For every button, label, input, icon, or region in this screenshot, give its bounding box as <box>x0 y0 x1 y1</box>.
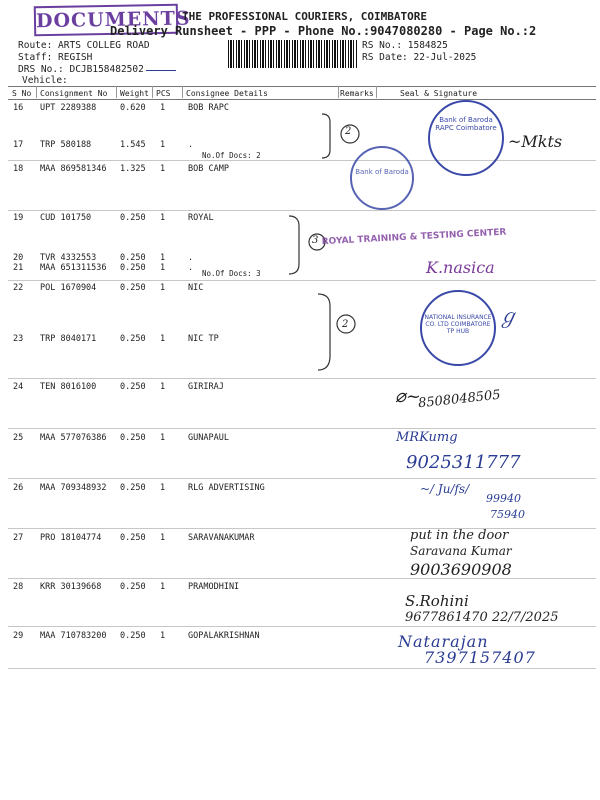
rs-date: RS Date: 22-Jul-2025 <box>362 52 477 63</box>
row-wt: 0.250 <box>120 334 146 344</box>
col-sep <box>116 86 117 98</box>
row-docs-count: No.Of Docs: 3 <box>202 269 261 278</box>
row-cn: PRO 18104774 <box>40 533 102 543</box>
row-wt: 0.250 <box>120 433 146 443</box>
row-docs-count: No.Of Docs: 2 <box>202 151 261 160</box>
row-pcs: 1 <box>160 433 166 443</box>
row-sno: 20 <box>13 253 24 263</box>
row-cn: MAA 710783200 <box>40 631 107 641</box>
row-pcs: 1 <box>160 164 166 174</box>
row-cn: TRP 580188 <box>40 140 92 150</box>
pramodhini-name: S.Rohini <box>405 592 469 610</box>
row-sno: 18 <box>13 164 24 174</box>
staff: Staff: REGISH <box>18 52 93 63</box>
remarks-count-1: 2 <box>345 126 352 137</box>
row-cn: MAA 869581346 <box>40 164 107 174</box>
row-wt: 0.250 <box>120 253 146 263</box>
row-name: RLG ADVERTISING <box>188 483 265 493</box>
nic-seal: NATIONAL INSURANCE CO. LTD COIMBATORE TP HUB <box>420 290 496 366</box>
col-remarks: Remarks <box>340 89 374 98</box>
row-name: PRAMODHINI <box>188 582 240 592</box>
row-sno: 24 <box>13 382 24 392</box>
col-sep <box>182 86 183 98</box>
row-cn: CUD 101750 <box>40 213 92 223</box>
giriraj-phone: 8508048505 <box>417 387 502 412</box>
col-consignee: Consignee Details <box>186 89 268 98</box>
col-seal: Seal & Signature <box>400 89 478 98</box>
giriraj-signature: ⌀~ <box>395 386 421 407</box>
row-pcs: 1 <box>160 483 166 493</box>
row-name: BOB RAPC <box>188 103 229 113</box>
saravana-name: Saravana Kumar <box>410 544 512 558</box>
row-wt: 0.250 <box>120 483 146 493</box>
row-cn: POL 1670904 <box>40 283 97 293</box>
bob-camp-seal: Bank of Baroda <box>350 146 414 210</box>
row-sno: 27 <box>13 533 24 543</box>
row-name: NIC TP <box>188 334 219 344</box>
row-separator <box>8 668 596 669</box>
row-pcs: 1 <box>160 533 166 543</box>
bob-rapc-signature: ~Mkts <box>508 132 563 151</box>
row-name: SARAVANAKUMAR <box>188 533 255 543</box>
row-wt: 0.620 <box>120 103 146 113</box>
row-cn: MAA 709348932 <box>40 483 107 493</box>
rlg-signature: ~/ Ju/fs/ <box>420 482 470 496</box>
pramodhini-line: 9677861470 22/7/2025 <box>405 610 559 625</box>
col-sep <box>36 86 37 98</box>
gopal-phone: 7397157407 <box>424 648 536 667</box>
row-wt: 0.250 <box>120 263 146 273</box>
row-pcs: 1 <box>160 631 166 641</box>
row-cn: TRP 8040171 <box>40 334 97 344</box>
drs-number: DRS No.: DCJB158482502 <box>18 64 144 75</box>
vehicle: Vehicle: <box>22 75 68 86</box>
row-wt: 0.250 <box>120 533 146 543</box>
row-wt: 1.545 <box>120 140 146 150</box>
col-pcs: PCS <box>156 89 171 98</box>
col-sep <box>152 86 153 98</box>
col-sno: S No <box>12 89 32 98</box>
row-sno: 29 <box>13 631 24 641</box>
row-name: ROYAL <box>188 213 214 223</box>
saravana-phone: 9003690908 <box>410 560 512 579</box>
row-cn: MAA 651311536 <box>40 263 107 273</box>
rlg-number-a: 99940 <box>486 492 521 505</box>
row-name: . <box>188 140 194 150</box>
row-pcs: 1 <box>160 213 166 223</box>
remarks-bracket-3 <box>312 290 372 374</box>
row-pcs: 1 <box>160 283 166 293</box>
row-wt: 0.250 <box>120 213 146 223</box>
royal-signature: K.nasica <box>426 258 495 277</box>
row-separator <box>8 626 596 627</box>
drs-underline <box>146 70 176 71</box>
table-header-rule <box>8 99 596 100</box>
row-separator <box>8 280 596 281</box>
row-separator <box>8 428 596 429</box>
col-weight: Weight <box>120 89 149 98</box>
row-cn: KRR 30139668 <box>40 582 102 592</box>
gunapaul-name: MRKumg <box>396 430 458 445</box>
row-separator <box>8 210 596 211</box>
col-consignment: Consignment No <box>40 89 108 98</box>
row-name: NIC <box>188 283 204 293</box>
row-name: . <box>188 263 194 273</box>
row-cn: MAA 577076386 <box>40 433 107 443</box>
bob-rapc-seal: Bank of Baroda RAPC Coimbatore <box>428 100 504 176</box>
row-cn: UPT 2289388 <box>40 103 97 113</box>
row-sno: 25 <box>13 433 24 443</box>
rlg-number-b: 75940 <box>490 508 525 521</box>
row-pcs: 1 <box>160 582 166 592</box>
saravana-note: put in the door <box>410 528 509 543</box>
row-pcs: 1 <box>160 103 166 113</box>
row-separator <box>8 478 596 479</box>
barcode <box>228 40 358 68</box>
row-cn: TVR 4332553 <box>40 253 97 263</box>
row-pcs: 1 <box>160 253 166 263</box>
remarks-count-2: 3 <box>312 235 319 246</box>
table-top-rule <box>8 86 596 87</box>
row-sno: 22 <box>13 283 24 293</box>
row-name: GOPALAKRISHNAN <box>188 631 260 641</box>
runsheet-subtitle: Delivery Runsheet - PPP - Phone No.:9047080280 - Page No.:2 <box>110 24 537 38</box>
royal-stamp: ROYAL TRAINING & TESTING CENTER <box>321 227 507 248</box>
row-wt: 0.250 <box>120 582 146 592</box>
gunapaul-phone: 9025311777 <box>406 452 521 473</box>
row-separator <box>8 160 596 161</box>
route: Route: ARTS COLLEG ROAD <box>18 40 150 51</box>
row-separator <box>8 378 596 379</box>
row-pcs: 1 <box>160 334 166 344</box>
row-name: . <box>188 253 194 263</box>
row-name: GUNAPAUL <box>188 433 229 443</box>
row-sno: 16 <box>13 103 24 113</box>
row-name: BOB CAMP <box>188 164 229 174</box>
gopal-name: Natarajan <box>398 632 489 651</box>
documents-stamp: DOCUMENTS <box>34 4 179 37</box>
remarks-count-3: 2 <box>342 319 349 330</box>
row-pcs: 1 <box>160 382 166 392</box>
row-pcs: 1 <box>160 140 166 150</box>
row-cn: TEN 8016100 <box>40 382 97 392</box>
rs-number: RS No.: 1584825 <box>362 40 448 51</box>
row-sno: 26 <box>13 483 24 493</box>
row-wt: 1.325 <box>120 164 146 174</box>
row-wt: 0.250 <box>120 631 146 641</box>
nic-signature: ℊ <box>498 304 518 328</box>
col-sep <box>338 86 339 98</box>
company-title: THE PROFESSIONAL COURIERS, COIMBATORE <box>182 10 428 23</box>
row-pcs: 1 <box>160 263 166 273</box>
row-wt: 0.250 <box>120 283 146 293</box>
row-sno: 28 <box>13 582 24 592</box>
row-sno: 19 <box>13 213 24 223</box>
row-sno: 23 <box>13 334 24 344</box>
row-sno: 17 <box>13 140 24 150</box>
col-sep <box>376 86 377 98</box>
row-wt: 0.250 <box>120 382 146 392</box>
row-sno: 21 <box>13 263 24 273</box>
row-name: GIRIRAJ <box>188 382 224 392</box>
